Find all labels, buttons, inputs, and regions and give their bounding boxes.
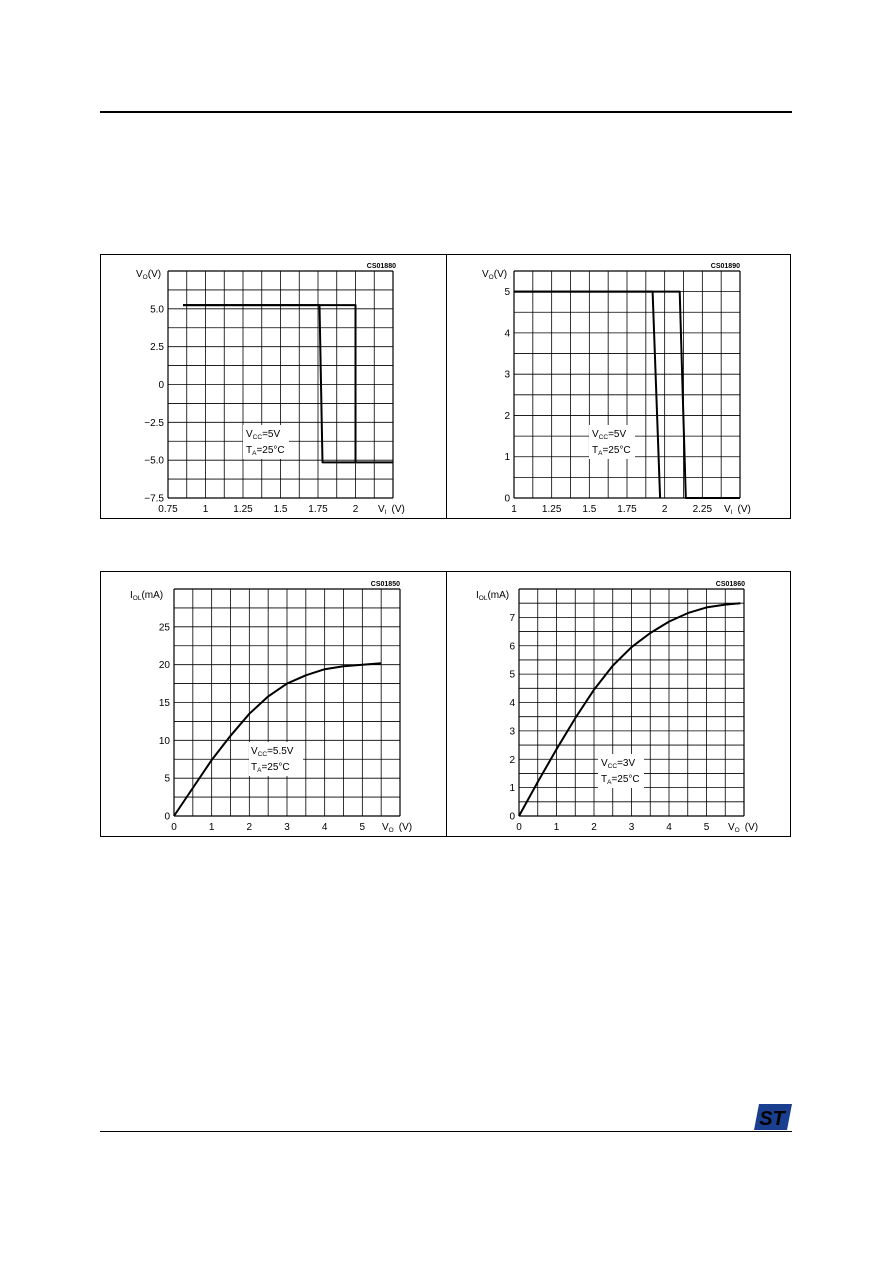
x-tick-label: 0.75 bbox=[158, 504, 178, 515]
chart-code: CS01860 bbox=[715, 581, 745, 588]
chart-ticks bbox=[159, 622, 366, 833]
x-axis-label-unit: (V) bbox=[744, 822, 759, 833]
condition-vcc: $V_{CC}=5.5V$ bbox=[251, 746, 294, 758]
y-tick-label: 3 bbox=[509, 726, 515, 738]
y-tick-label: 25 bbox=[158, 622, 170, 634]
x-tick-label: 3 bbox=[628, 822, 635, 833]
y-tick-label: −5.0 bbox=[144, 455, 164, 467]
x-axis-label bbox=[378, 504, 405, 516]
y-tick-label: 2 bbox=[509, 754, 515, 766]
x-axis-label bbox=[382, 822, 412, 834]
st-logo bbox=[754, 1104, 792, 1130]
condition-ta: $T_A=25^\circ C$ bbox=[251, 762, 290, 774]
x-tick-label: 2 bbox=[591, 822, 597, 833]
y-axis-label-sub: O bbox=[488, 274, 494, 281]
x-axis-label bbox=[728, 822, 758, 834]
footer-rule bbox=[100, 1131, 792, 1132]
x-tick-label: 4 bbox=[321, 822, 328, 833]
y-tick-label: 4 bbox=[509, 698, 515, 709]
x-tick-label: 1.75 bbox=[617, 504, 637, 515]
chart-grid bbox=[174, 589, 400, 816]
y-tick-label: 6 bbox=[509, 641, 515, 653]
y-axis-label-unit: (mA) bbox=[141, 590, 164, 601]
chart-code: CS01850 bbox=[370, 581, 400, 588]
y-axis-label-main: V bbox=[136, 269, 143, 280]
x-axis-label-main: V bbox=[378, 504, 385, 515]
y-axis-label bbox=[136, 269, 161, 281]
x-tick-label: 1 bbox=[208, 822, 215, 833]
y-tick-label: 1 bbox=[504, 452, 510, 464]
x-axis-label-sub: O bbox=[734, 827, 740, 834]
y-tick-label: 3 bbox=[504, 369, 510, 381]
y-tick-label: −2.5 bbox=[144, 417, 164, 429]
x-tick-label: 1.25 bbox=[233, 504, 253, 515]
y-tick-label: 7 bbox=[509, 612, 515, 624]
x-tick-label: 1 bbox=[511, 504, 517, 515]
x-axis-label-unit: (V) bbox=[398, 822, 413, 833]
condition-ta: $T_A=25^\circ C$ bbox=[246, 445, 285, 457]
condition-vcc: $V_{CC}=3V$ bbox=[601, 758, 636, 770]
x-tick-label: 1 bbox=[553, 822, 560, 833]
x-axis-label-sub: I bbox=[384, 509, 387, 516]
y-tick-label: 1 bbox=[509, 783, 515, 795]
iol-vs-vo-chart-5v5 bbox=[100, 571, 446, 837]
x-axis-label-sub: O bbox=[388, 827, 394, 834]
x-tick-label: 1.25 bbox=[541, 504, 562, 515]
x-axis-label-unit: (V) bbox=[737, 504, 751, 515]
condition-ta: $T_A=25^\circ C$ bbox=[592, 445, 631, 457]
y-tick-label: 5 bbox=[504, 287, 510, 299]
y-axis-label bbox=[476, 590, 509, 602]
chart-grid bbox=[514, 271, 740, 498]
y-tick-label: 5 bbox=[509, 669, 515, 681]
iol-vs-vo-chart-3v bbox=[446, 571, 791, 837]
x-axis-label-main: V bbox=[728, 822, 735, 833]
y-tick-label: 2.5 bbox=[150, 342, 164, 354]
x-axis-label-main: V bbox=[382, 822, 389, 833]
chart-code: CS01890 bbox=[710, 263, 740, 270]
y-tick-label: 0 bbox=[509, 811, 515, 823]
y-tick-label: 15 bbox=[158, 698, 170, 709]
y-tick-label: 5.0 bbox=[150, 304, 164, 316]
x-axis-label bbox=[724, 504, 751, 516]
x-tick-label: 3 bbox=[284, 822, 290, 833]
x-tick-label: 2.25 bbox=[692, 504, 713, 515]
y-tick-label: 5 bbox=[164, 773, 170, 785]
x-tick-label: 5 bbox=[703, 822, 710, 833]
x-tick-label: 0 bbox=[171, 822, 177, 833]
y-tick-label: 2 bbox=[504, 410, 510, 422]
y-tick-label: 0 bbox=[164, 811, 170, 823]
chart-series bbox=[174, 663, 381, 816]
x-tick-label: 2 bbox=[352, 504, 359, 515]
y-axis-label-unit: (mA) bbox=[487, 590, 510, 601]
chart-ticks bbox=[144, 304, 358, 515]
y-axis-label bbox=[482, 269, 507, 281]
x-tick-label: 5 bbox=[359, 822, 366, 833]
x-tick-label: 4 bbox=[666, 822, 672, 833]
x-tick-label: 1.5 bbox=[582, 504, 597, 515]
y-axis-label-sub: OL bbox=[478, 595, 488, 602]
x-tick-label: 1.5 bbox=[273, 504, 288, 515]
y-tick-label: 10 bbox=[158, 735, 170, 747]
x-axis-label-sub: I bbox=[730, 509, 733, 516]
header-rule bbox=[100, 111, 792, 113]
y-tick-label: 0 bbox=[504, 493, 510, 505]
vo-vs-vi-chart-3v bbox=[446, 254, 791, 519]
y-tick-label: 20 bbox=[158, 660, 170, 672]
y-tick-label: −7.5 bbox=[144, 493, 164, 505]
condition-vcc: $V_{CC}=5V$ bbox=[592, 429, 627, 441]
x-tick-label: 0 bbox=[516, 822, 522, 833]
y-axis-label-unit: (V) bbox=[493, 269, 508, 280]
chart-code: CS01880 bbox=[366, 263, 396, 270]
vo-vs-vi-chart-5v bbox=[100, 254, 446, 519]
y-axis-label bbox=[130, 590, 163, 602]
x-tick-label: 2 bbox=[661, 504, 668, 515]
condition-vcc: $V_{CC}=5V$ bbox=[246, 429, 281, 441]
x-tick-label: 2 bbox=[246, 822, 253, 833]
y-tick-label: 4 bbox=[504, 328, 510, 340]
x-tick-label: 1.75 bbox=[308, 504, 328, 515]
x-tick-label: 1 bbox=[202, 504, 209, 515]
y-axis-label-sub: O bbox=[142, 274, 148, 281]
y-axis-label-main: I bbox=[476, 590, 479, 601]
st-logo-text: ST bbox=[759, 1108, 785, 1130]
condition-ta: $T_A=25^\circ C$ bbox=[601, 774, 640, 786]
series-line-1 bbox=[174, 663, 381, 816]
y-axis-label-unit: (V) bbox=[147, 269, 162, 280]
x-axis-label-main: V bbox=[724, 504, 731, 515]
x-axis-label-unit: (V) bbox=[391, 504, 405, 515]
y-axis-label-main: V bbox=[482, 269, 489, 280]
y-axis-label-sub: OL bbox=[132, 595, 142, 602]
y-tick-label: 0 bbox=[158, 380, 164, 391]
y-axis-label-main: I bbox=[130, 590, 133, 601]
